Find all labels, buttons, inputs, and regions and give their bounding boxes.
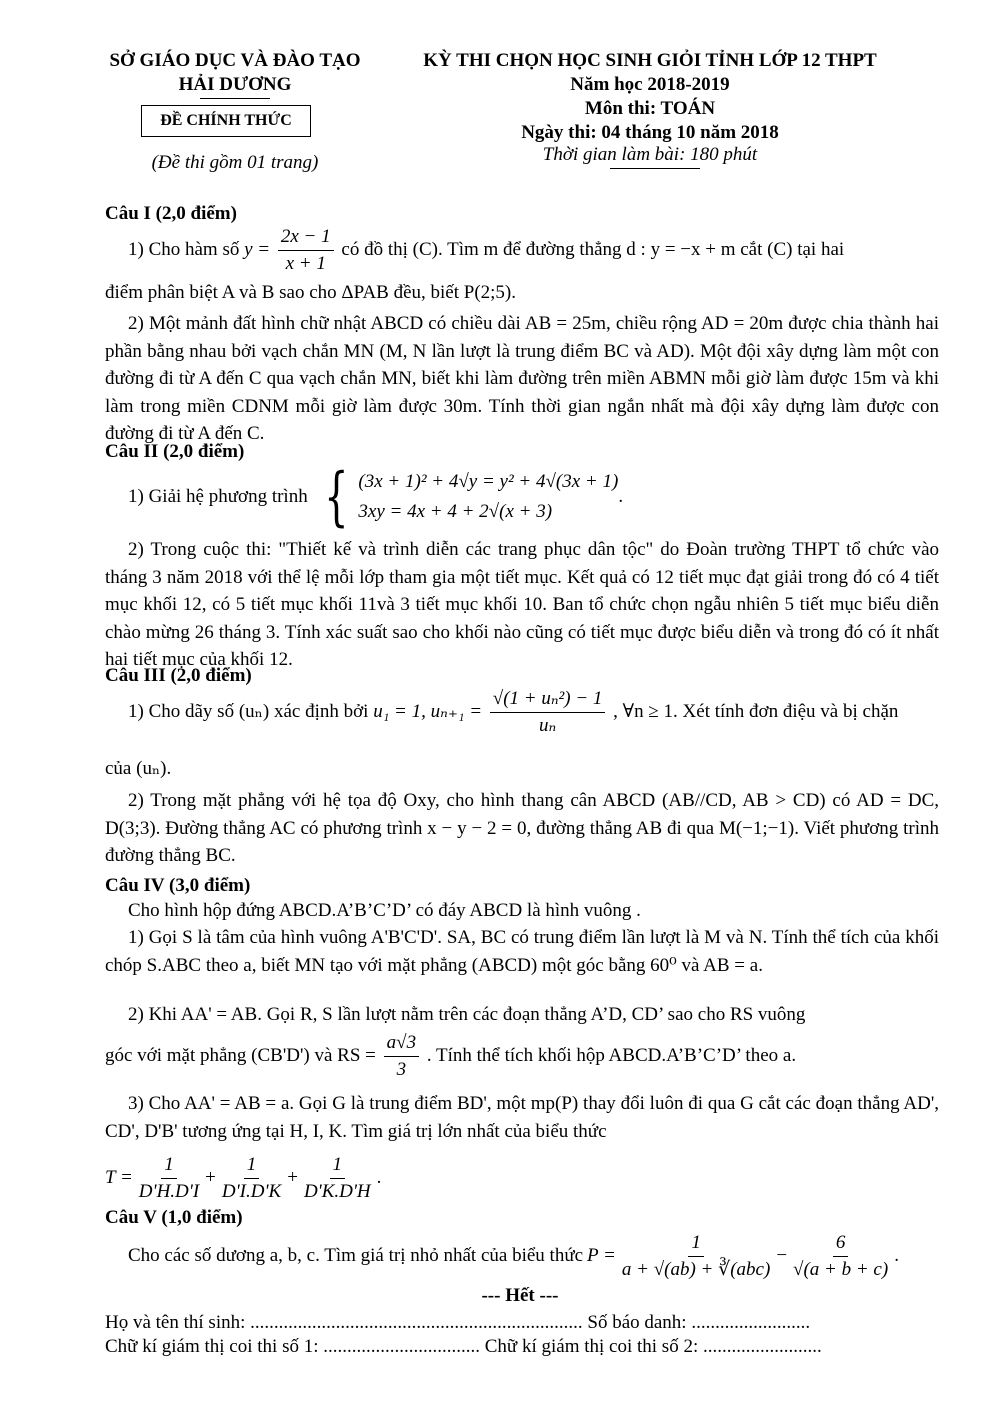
q3-part1-line2: của (uₙ).	[105, 758, 172, 779]
q4-part3: 3) Cho AA' = AB = a. Gọi G là trung điểm BD', một mp(P) thay đổi luôn đi qua G cắt các đoạn thẳng AD', CD', D'B' tương ứng tại H, I, K. Tìm giá trị lớn nhất của biểu thức	[105, 1093, 939, 1142]
q4-rs-fraction: $\frac{a√3}{3}$	[384, 1032, 419, 1081]
q2-equation-system: { (3x + 1)² + 4√y = y² + 4√(3x + 1) 3xy = 4x + 4 + 2√(x + 3)	[323, 460, 619, 534]
q5-term2: $\frac{6}{√(a + b + c)}$	[793, 1231, 889, 1280]
province-name: HẢI DƯƠNG	[178, 74, 292, 95]
pages-note: (Đề thi gồm 01 trang)	[151, 152, 319, 173]
q3-title: Câu III (2,0 điểm)	[105, 665, 252, 686]
q1-title: Câu I (2,0 điểm)	[105, 203, 237, 224]
q5-title: Câu V (1,0 điểm)	[105, 1207, 243, 1228]
official-stamp: ĐỀ CHÍNH THỨC	[141, 105, 311, 137]
q4-part2-line2: góc với mặt phẳng (CB'D') và RS = $\frac{a√3}{3}$ . Tính thể tích khối hộp ABCD.A’B’C’D’ theo a.	[105, 1032, 797, 1080]
q5-term1: $\frac{1}{\text{a + √(ab) + ∛(abc)}}$	[621, 1231, 771, 1280]
q5-text: Cho các số dương a, b, c. Tìm giá trị nhỏ nhất của biểu thức P = $\frac{1}{\text{a + √(ab) + ∛(abc)}}$ − $\frac{6}{√(a + b + c)}$ .	[128, 1231, 899, 1280]
q4-T-term2: $\frac{1}{D'I.D'K}$	[221, 1153, 282, 1202]
exam-title: KỲ THI CHỌN HỌC SINH GIỎI TỈNH LỚP 12 THPT	[423, 50, 877, 71]
time-limit: Thời gian làm bài: 180 phút	[542, 144, 758, 165]
q1-part1-line2: điểm phân biệt A và B sao cho ΔPAB đều, biết P(2;5).	[105, 282, 517, 303]
subject: Môn thi: TOÁN	[584, 98, 716, 119]
q1-fraction: $\frac{2x - 1}{x + 1}$	[278, 226, 334, 275]
q4-intro: Cho hình hộp đứng ABCD.A’B’C’D’ có đáy ABCD là hình vuông .	[128, 900, 641, 921]
time-underline	[610, 168, 700, 169]
q3-part1-line1: 1) Cho dãy số (uₙ) xác định bởi u₁ = 1, uₙ₊₁ = $\frac{\text{√(1 + uₙ²) − 1}}{\text{uₙ}}$ , ∀n ≥ 1. Xét tính đơn điệu và bị chặn	[128, 688, 899, 736]
q4-title: Câu IV (3,0 điểm)	[105, 875, 251, 896]
school-year: Năm học 2018-2019	[570, 74, 730, 95]
exam-date: Ngày thi: 04 tháng 10 năm 2018	[521, 122, 779, 143]
province-underline	[200, 98, 270, 99]
q4-expression-T: T = $\frac{1}{D'H.D'I}$ + $\frac{1}{D'I.D'K}$ + $\frac{1}{D'K.D'H}$ .	[105, 1153, 382, 1202]
q2-part2: 2) Trong cuộc thi: "Thiết kế và trình diễn các trang phục dân tộc" do Đoàn trường THPT tổ chức vào tháng 3 năm 2018 với thể lệ mỗi lớp tham gia một tiết mục. Kết quả có 12 tiết mục đạt giải trong đó có 4 tiết mục khối 12, có 5 tiết mục khối 11và 3 tiết mục khối 10. Ban tổ chức chọn ngẫu nhiên 5 tiết mục biểu diễn chào mừng 26 tháng 3. Tính xác suất sao cho khối nào cũng có tiết mục được biểu diễn và trong đó có ít nhất hai tiết mục của khối 12.	[105, 539, 939, 670]
q4-part1: 1) Gọi S là tâm của hình vuông A'B'C'D'. SA, BC có trung điểm lần lượt là M và N. Tính thể tích của khối chóp S.ABC theo a, biết MN tạo với mặt phẳng (ABCD) một góc bằng 60⁰ và AB = a.	[105, 927, 939, 976]
q4-part2-line1: 2) Khi AA' = AB. Gọi R, S lần lượt nằm trên các đoạn thẳng A’D, CD’ sao cho RS vuông	[128, 1004, 806, 1025]
q2-title: Câu II (2,0 điểm)	[105, 441, 245, 462]
q4-T-term3: $\frac{1}{D'K.D'H}$	[303, 1153, 371, 1202]
q1-part1-line1: 1) Cho hàm số y = $\frac{2x - 1}{x + 1}$ có đồ thị (C). Tìm m để đường thẳng d : y = −x + m cắt (C) tại hai	[128, 226, 845, 274]
q1-part2: 2) Một mảnh đất hình chữ nhật ABCD có chiều dài AB = 25m, chiều rộng AD = 20m được chia thành hai phần bằng nhau bởi vạch chắn MN (M, N lần lượt là trung điểm BC và AD). Một đội xây dựng làm một con đường đi từ A đến C qua vạch chắn MN, biết khi làm đường trên miền ABMN mỗi giờ làm được 15m và khi làm trong miền CDNM mỗi giờ làm được 30m. Tính thời gian ngắn nhất mà đội xây dựng làm được con đường đi từ A đến C.	[105, 313, 939, 444]
q2-part1: 1) Giải hệ phương trình { (3x + 1)² + 4√y = y² + 4√(3x + 1) 3xy = 4x + 4 + 2√(x + 3) .	[128, 460, 624, 534]
q3-fraction: $\frac{\text{√(1 + uₙ²) − 1}}{\text{uₙ}}$	[490, 688, 606, 737]
candidate-info: Họ và tên thí sinh: ...................................................................... Số báo danh: .........................	[105, 1312, 811, 1333]
q4-T-term1: $\frac{1}{D'H.D'I}$	[138, 1153, 200, 1202]
proctor-signatures: Chữ kí giám thị coi thi số 1: ................................. Chữ kí giám thị coi thi số 2: .........................	[105, 1336, 822, 1357]
q3-part2: 2) Trong mặt phẳng với hệ tọa độ Oxy, cho hình thang cân ABCD (AB//CD, AB > CD) có AD = DC, D(3;3). Đường thẳng AC có phương trình x − y − 2 = 0, đường thẳng AB đi qua M(−1;−1). Viết phương trình đường thẳng BC.	[105, 790, 939, 866]
department-name: SỞ GIÁO DỤC VÀ ĐÀO TẠO	[109, 50, 361, 71]
end-marker: --- Hết ---	[481, 1285, 559, 1306]
